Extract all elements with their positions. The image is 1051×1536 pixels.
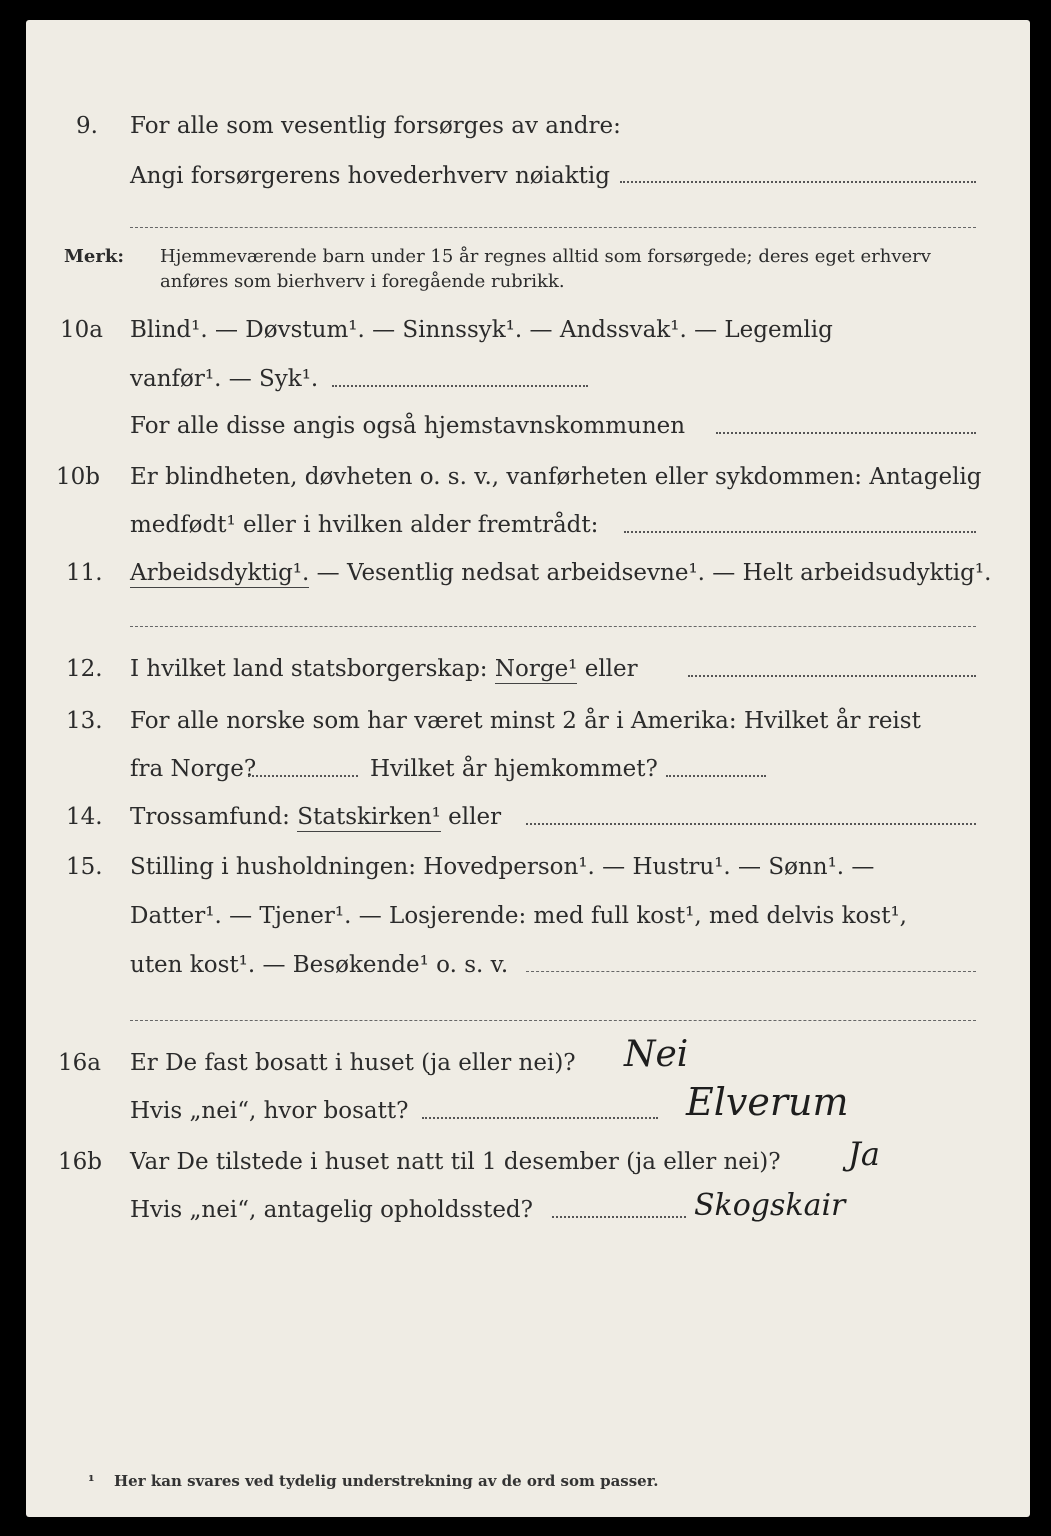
q15-answer-line [526,971,976,972]
q12-line [130,656,638,682]
footnote-mark: ¹ [88,1472,95,1490]
q10a-kommune-line [716,432,976,434]
q11-underlined-option: Arbeidsdyktig¹. [130,560,310,586]
q14-underlined-option: Statskirken¹ [297,804,441,830]
q10a-line1: Blind¹. — Døvstum¹. — Sinnssyk¹. — Andssvak¹. — Legemlig [130,317,833,343]
q11-answer-line [130,626,976,627]
q10b-number: 10b [56,464,100,490]
q9-answer-line2 [130,227,976,228]
q13-line2b: Hvilket år hjemkommet? [370,756,658,782]
q10a-line2: vanfør¹. — Syk¹. [130,366,319,392]
q13-reist-line [248,775,358,777]
merk-line1: Hjemmeværende barn under 15 år regnes alltid som forsørgede; deres eget erhverv [160,246,931,267]
q10b-line1: Er blindheten, døvheten o. s. v., vanførheten eller sykdommen: Antagelig [130,464,982,490]
q16b-handwritten-answer2: Skogskair [694,1188,846,1223]
q16a-bosatt-line [422,1117,658,1119]
q10a-answer-line [332,385,588,387]
q10b-answer-line [624,531,976,533]
q13-line1: For alle norske som har været minst 2 år i Amerika: Hvilket år reist [130,708,921,734]
q11-line [130,560,991,586]
q16b-line1: Var De tilstede i huset natt til 1 desember (ja eller nei)? [130,1149,781,1175]
q15-number: 15. [66,854,103,880]
q16b-opholdssted-line [552,1216,686,1218]
q10b-line2: medfødt¹ eller i hvilken alder fremtrådt: [130,512,599,538]
q14-line [130,804,501,830]
q14-number: 14. [66,804,103,830]
q10a-number: 10a [60,317,103,343]
q12-post: eller [577,656,638,682]
q12-pre: I hvilket land statsborgerskap: [130,656,495,682]
q9-answer-line [620,181,976,183]
merk-label: Merk: [64,246,124,267]
q13-number: 13. [66,708,103,734]
q16a-handwritten-answer1: Nei [624,1034,689,1075]
q10a-line3: For alle disse angis også hjemstavnskommunen [130,413,686,439]
q12-number: 12. [66,656,103,682]
q9-line2: Angi forsørgerens hovederhverv nøiaktig [130,163,610,189]
q15-line1: Stilling i husholdningen: Hovedperson¹. — Hustru¹. — Sønn¹. — [130,854,875,880]
q12-underlined-option: Norge¹ [494,656,578,682]
q16b-handwritten-answer1: Ja [848,1135,880,1173]
q12-answer-line [688,675,976,677]
q16a-number: 16a [58,1050,101,1076]
merk-line2: anføres som bierhverv i foregående rubrikk. [160,271,565,292]
q14-post: eller [440,804,502,830]
census-form-page [26,20,1030,1517]
q15-line3: uten kost¹. — Besøkende¹ o. s. v. [130,952,509,978]
q11-rest: — Vesentlig nedsat arbeidsevne¹. — Helt arbeidsudyktig¹. [309,560,992,586]
q16a-line1: Er De fast bosatt i huset (ja eller nei)? [130,1050,576,1076]
q13-hjemkommet-line [666,775,766,777]
q15-answer-line2 [130,1020,976,1021]
q16b-line2: Hvis „nei“, antagelig opholdssted? [130,1197,533,1223]
q15-line2: Datter¹. — Tjener¹. — Losjerende: med full kost¹, med delvis kost¹, [130,903,907,929]
q14-pre: Trossamfund: [130,804,298,830]
q16a-handwritten-answer2: Elverum [686,1080,849,1124]
footnote-text: Her kan svares ved tydelig understrekning av de ord som passer. [114,1472,659,1490]
q13-line2a: fra Norge? [130,756,257,782]
q14-answer-line [526,823,976,825]
q16a-line2: Hvis „nei“, hvor bosatt? [130,1098,409,1124]
q16b-number: 16b [58,1149,102,1175]
q11-number: 11. [66,560,103,586]
q9-line1: For alle som vesentlig forsørges av andre: [130,113,621,139]
q9-number: 9. [76,113,98,139]
